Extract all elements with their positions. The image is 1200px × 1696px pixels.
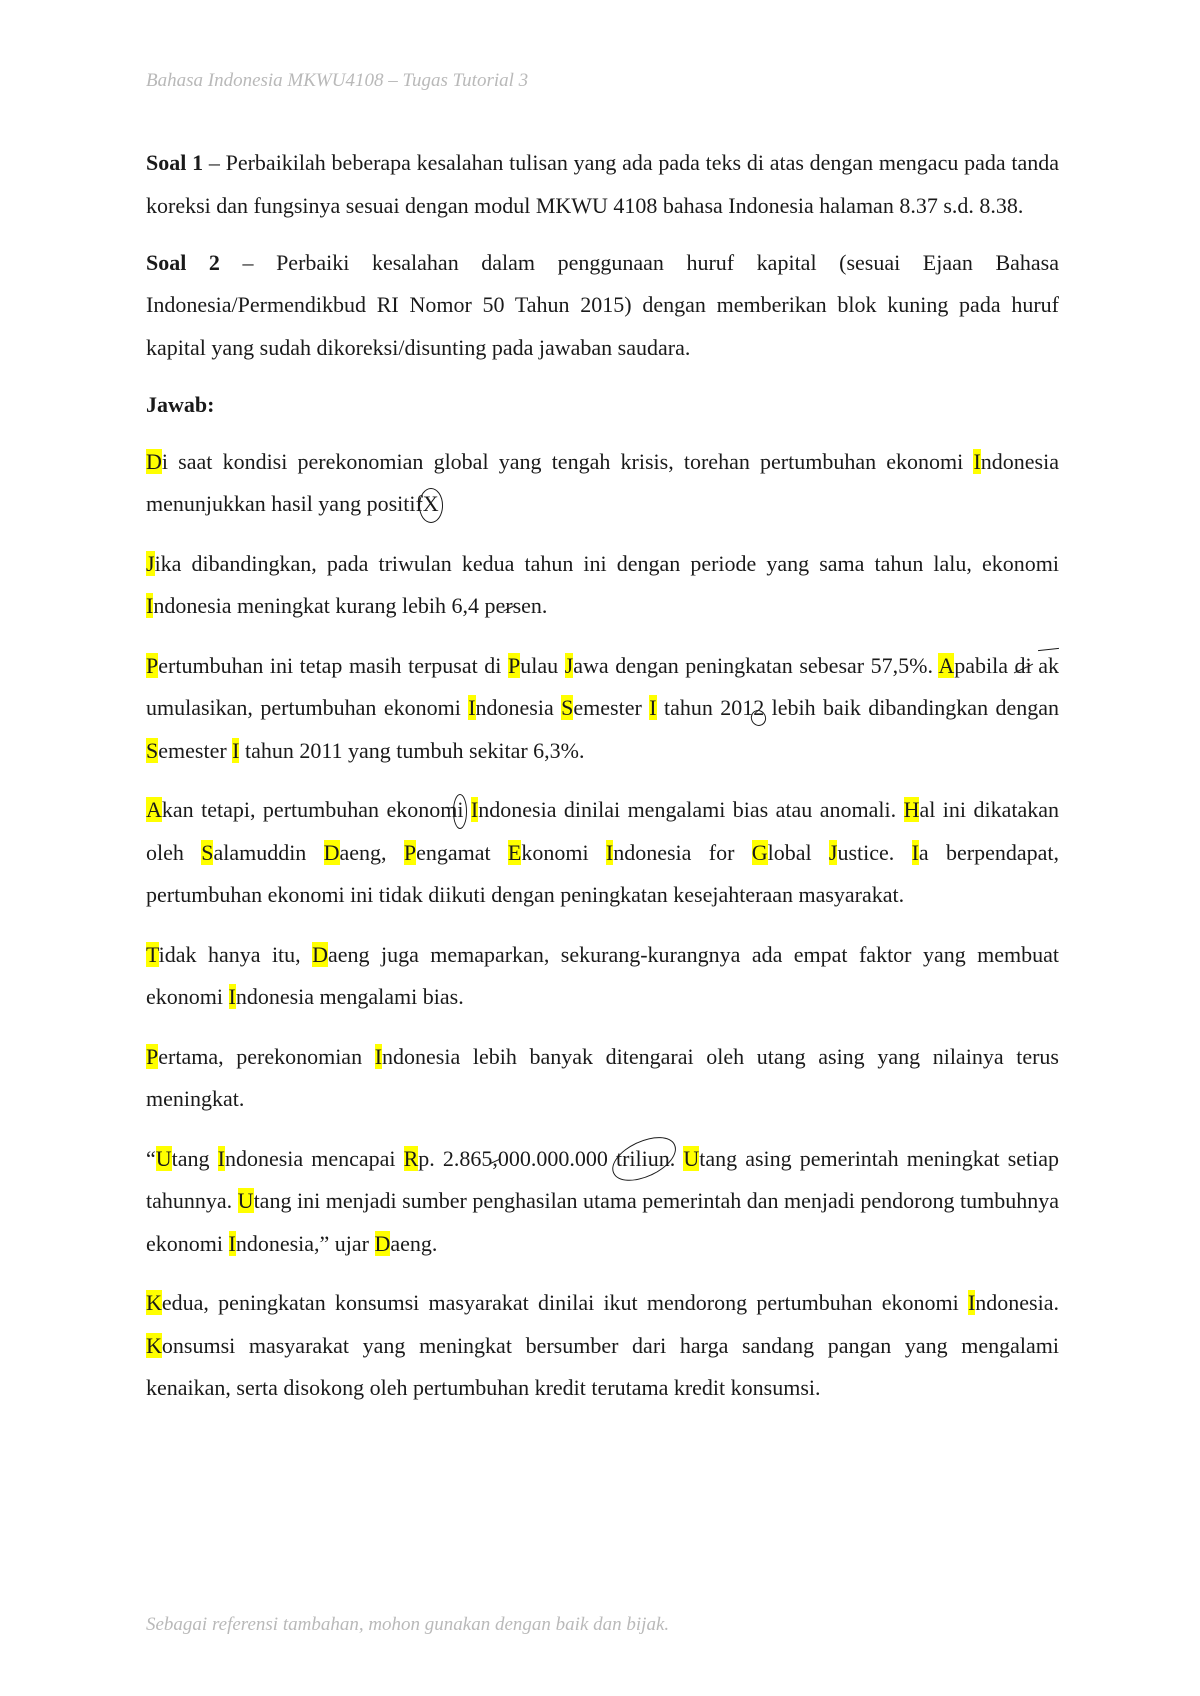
answer-paragraph-5 [146, 934, 1059, 1019]
soal-2 [146, 242, 1059, 370]
highlighted-capital: H [903, 797, 920, 822]
text-run: edua, peningkatan konsumsi masyarakat dinilai ikut mendorong pertumbuhan ekonomi [161, 1290, 968, 1315]
page-header: Bahasa Indonesia MKWU4108 – Tugas Tutorial 3 [146, 70, 529, 91]
text-run: tang asing pemerintah meningkat setiap tahunnya. [146, 1145, 1060, 1213]
text-run: lobal [767, 839, 829, 865]
text-run: ndonesia. [975, 1290, 1059, 1315]
text-run: lebih baik dibandingkan dengan [764, 695, 1059, 720]
soal-1-label: Soal 1 [146, 150, 204, 175]
highlighted-capital: J [146, 550, 155, 576]
answer-paragraph-6 [146, 1036, 1059, 1121]
text-run: konomi [521, 839, 606, 865]
highlighted-capital: R [403, 1145, 419, 1171]
jawab-label: Jawab: [146, 391, 215, 417]
text-run: ulau [520, 652, 565, 678]
text-run: engamat [416, 839, 508, 865]
answer-paragraph-7 [146, 1138, 1059, 1266]
text-run: aeng. [390, 1230, 438, 1256]
text-run: pabila [954, 652, 1015, 678]
text-run: awa dengan peningkatan sebesar 57,5%. [573, 652, 939, 678]
text-run: ika dibandingkan, pada triwulan kedua tahun ini dengan periode yang sama tahun lalu, ekonomi [154, 550, 1059, 576]
text-run: ndonesia dinilai mengalami bias atau anomali. [478, 797, 904, 822]
answer-paragraph-1 [146, 441, 1059, 526]
text-run: tang [171, 1145, 218, 1171]
text-run: tahun 2011 yang tumbuh sekitar 6,3%. [239, 737, 585, 763]
text-run: ndonesia mengalami bias. [235, 984, 464, 1009]
highlighted-capital: U [237, 1188, 254, 1213]
text-run: tang ini menjadi sumber penghasilan utama pemerintah dan menjadi pendorong tumbuhnya ekonomi [146, 1188, 1059, 1256]
text-run: emester [158, 737, 233, 763]
highlighted-capital: D [312, 941, 328, 967]
text-run: sen. [512, 593, 548, 618]
text-run: onsumsi masyarakat yang meningkat bersumber dari harga sandang pangan yang mengalami kenaikan, serta disokong oleh pertumbuhan kredit terutama kredit konsumsi. [146, 1332, 1059, 1400]
highlighted-capital: K [146, 1290, 162, 1315]
text-run: ndonesia for [613, 839, 752, 865]
deletion-mark: triliun [616, 1138, 670, 1181]
highlighted-capital: I [605, 839, 614, 865]
document-body [146, 142, 1059, 1427]
highlighted-capital: I [232, 737, 240, 763]
text-run: ustice. [837, 839, 912, 865]
text-run: i saat kondisi perekonomian global yang tengah krisis, torehan pertumbuhan ekonomi [161, 448, 974, 474]
highlighted-capital: I [468, 695, 476, 720]
jawab-heading [146, 384, 1059, 427]
highlighted-capital: I [228, 1230, 236, 1256]
highlighted-capital: E [507, 839, 522, 865]
text-run: ndonesia mencapai [224, 1145, 404, 1171]
highlighted-capital: I [374, 1043, 383, 1069]
highlighted-capital: J [828, 839, 838, 865]
highlighted-capital: P [403, 839, 417, 865]
highlighted-capital: I [649, 695, 657, 720]
highlighted-capital: S [146, 737, 159, 763]
soal-1 [146, 142, 1059, 227]
text-run: p. 2.865 [418, 1145, 493, 1171]
highlighted-capital: D [146, 448, 162, 474]
text-run: tahun 201 [656, 695, 754, 720]
correction-mark: di [1015, 645, 1032, 688]
text-run: 000.000.000 [497, 1145, 616, 1171]
answer-paragraph-4 [146, 789, 1059, 917]
highlighted-capital: I [146, 593, 154, 618]
text-run: al ini dikatakan oleh [146, 797, 1059, 865]
highlighted-capital: P [146, 1043, 159, 1069]
answer-paragraph-3 [146, 645, 1059, 773]
deletion-mark: 2 [753, 687, 764, 730]
highlighted-capital: U [155, 1145, 172, 1171]
text-run: umulasikan, pertumbuhan ekonomi [146, 695, 469, 720]
highlighted-capital: U [683, 1145, 700, 1171]
text-run: ertumbuhan ini tetap masih terpusat di [158, 652, 508, 678]
text-run: “ [146, 1145, 156, 1171]
highlighted-capital: D [323, 839, 340, 865]
soal-2-text: – Perbaiki kesalahan dalam penggunaan huruf kapital (sesuai Ejaan Bahasa Indonesia/Permendikbud RI Nomor 50 Tahun 2015) dengan memberikan blok kuning pada huruf kapital yang sudah dikoreksi/disunting pada jawaban saudara. [146, 249, 1059, 360]
answer-paragraph-2 [146, 543, 1059, 628]
text-run: a berpendapat, pertumbuhan ekonomi ini tidak diikuti dengan peningkatan kesejahteraan masyarakat. [146, 839, 1059, 907]
highlighted-capital: I [967, 1290, 976, 1315]
correction-mark: r [505, 585, 512, 628]
highlighted-capital: I [228, 984, 236, 1009]
highlighted-capital: P [146, 652, 159, 678]
text-run: . [669, 1145, 684, 1171]
answer-paragraph-8 [146, 1282, 1059, 1410]
highlighted-capital: D [374, 1230, 391, 1256]
highlighted-capital: G [751, 839, 768, 865]
highlighted-capital: I [217, 1145, 225, 1171]
highlighted-capital: I [911, 839, 919, 865]
correction-mark: ak [1038, 645, 1059, 688]
text-run: ertama, perekonomian [158, 1043, 375, 1069]
text-run: ndonesia menunjukkan hasil yang positif [146, 448, 1059, 516]
text-run: ndonesia,” ujar [235, 1230, 375, 1256]
text-run: emester [573, 695, 650, 720]
highlighted-capital: A [938, 652, 955, 678]
page-footer: Sebagai referensi tambahan, mohon gunakan dengan baik dan bijak. [146, 1614, 670, 1635]
soal-2-label: Soal 2 [146, 249, 220, 275]
text-run: ndonesia [475, 695, 562, 720]
text-run: aeng, [339, 839, 404, 865]
highlighted-capital: I [973, 448, 981, 474]
highlighted-capital: S [201, 839, 214, 865]
soal-1-text: – Perbaikilah beberapa kesalahan tulisan yang ada pada teks di atas dengan mengacu pada tanda koreksi dan fungsinya sesuai dengan modul MKWU 4108 bahasa Indonesia halaman 8.37 s.d. 8.38. [146, 150, 1060, 218]
highlighted-capital: K [146, 1332, 162, 1358]
correction-mark: , [492, 1138, 498, 1181]
text-run: ndonesia lebih banyak ditengarai oleh utang asing yang nilainya terus meningkat. [146, 1043, 1059, 1111]
deletion-mark: i [457, 789, 463, 832]
highlighted-capital: P [507, 652, 521, 678]
text-run: kan tetapi, pertumbuhan ekonom [161, 797, 458, 822]
highlighted-capital: S [561, 695, 574, 720]
text-run: ndonesia meningkat kurang lebih 6,4 pe [153, 593, 506, 618]
highlighted-capital: I [470, 797, 479, 822]
highlighted-capital: J [564, 652, 574, 678]
text-run: idak hanya itu, [158, 941, 313, 967]
text-run: alamuddin [213, 839, 324, 865]
highlighted-capital: T [146, 941, 159, 967]
deletion-mark: X [423, 483, 439, 526]
text-run: aeng juga memaparkan, sekurang-kurangnya ada empat faktor yang membuat ekonomi [146, 941, 1060, 1009]
highlighted-capital: A [146, 797, 162, 822]
